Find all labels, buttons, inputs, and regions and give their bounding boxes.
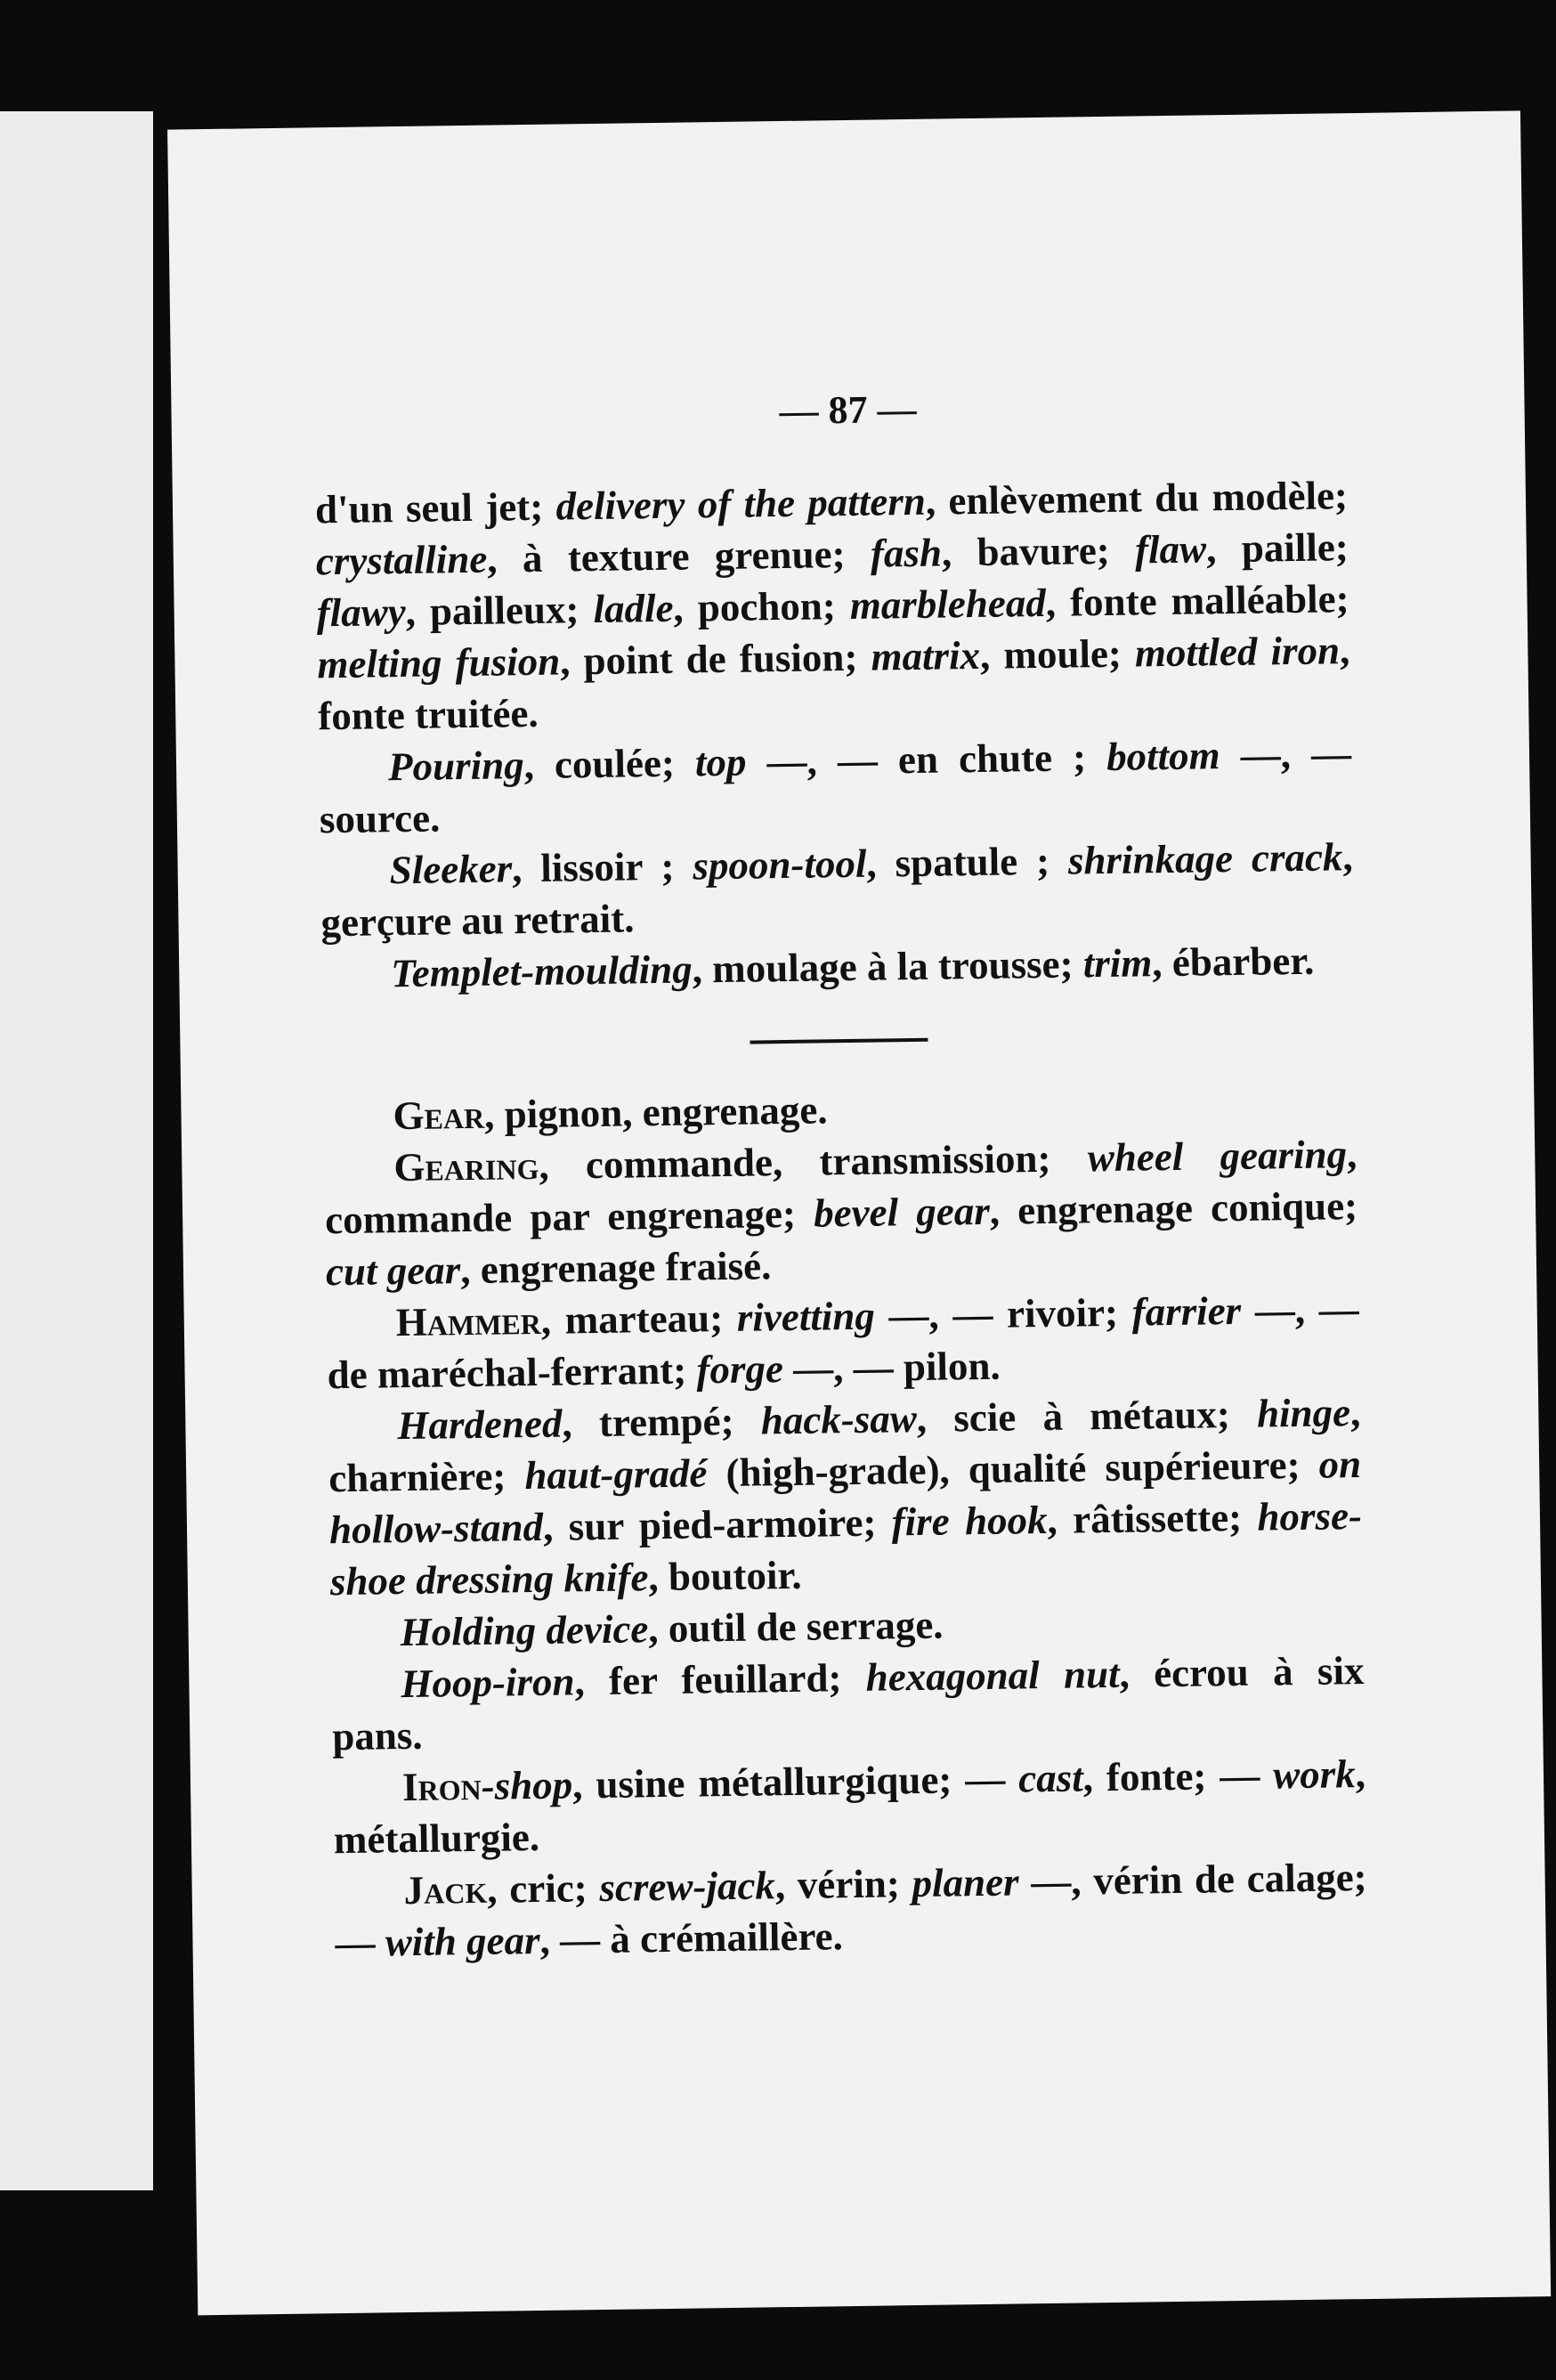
page-text bbox=[315, 469, 1368, 1969]
definition-text: , moulage à la trousse; bbox=[692, 941, 1084, 992]
glossary-entry bbox=[324, 1128, 1358, 1297]
english-term: Pouring bbox=[387, 743, 524, 790]
english-term: planer bbox=[912, 1859, 1019, 1906]
english-term: melting fusion bbox=[317, 638, 561, 687]
definition-text: —, vérin de calage; — bbox=[335, 1854, 1367, 1966]
glossary-entry bbox=[326, 1283, 1360, 1401]
glossary-entry bbox=[334, 1851, 1368, 1969]
definition-text: , pochon; bbox=[673, 582, 851, 630]
definition-text: , trempé; bbox=[562, 1398, 762, 1446]
definition-text: , engrenage fraisé. bbox=[459, 1243, 772, 1293]
english-term: rivetting bbox=[736, 1293, 876, 1340]
english-term: bevel gear bbox=[813, 1188, 991, 1236]
definition-text: , usine métallurgique; — bbox=[571, 1756, 1019, 1807]
glossary-entry bbox=[319, 727, 1353, 845]
english-term: wheel gearing bbox=[1087, 1132, 1348, 1181]
english-term: farrier bbox=[1131, 1287, 1242, 1335]
definition-text: , bavure; bbox=[941, 527, 1136, 575]
definition-text: , sur pied-armoire; bbox=[542, 1499, 893, 1549]
english-term: top bbox=[694, 739, 747, 785]
english-term: ladle bbox=[593, 585, 674, 631]
definition-text: , fonte; — bbox=[1082, 1752, 1274, 1800]
english-term: Hardened bbox=[397, 1401, 563, 1449]
definition-text: , vérin; bbox=[774, 1861, 912, 1908]
definition-text: —, — source. bbox=[319, 731, 1352, 842]
definition-text: , fonte truitée. bbox=[317, 628, 1350, 739]
english-term: horse-shoe dressing knife bbox=[329, 1493, 1363, 1604]
glossary-entry bbox=[328, 1386, 1363, 1607]
english-term: matrix bbox=[871, 632, 981, 679]
english-term: delivery of the pattern bbox=[555, 478, 927, 529]
definition-text: —, — pilon. bbox=[782, 1343, 1001, 1392]
definition-text: , fonte malléable; bbox=[1045, 576, 1349, 625]
english-term: Hoop-iron bbox=[401, 1659, 575, 1707]
definition-text: , écrou à six pans. bbox=[331, 1648, 1365, 1759]
english-term: hexagonal nut bbox=[865, 1651, 1120, 1700]
english-term: bottom bbox=[1106, 733, 1220, 779]
definition-text: , outil de serrage. bbox=[647, 1602, 944, 1652]
english-term: screw-jack bbox=[599, 1863, 776, 1911]
definition-text: , charnière; bbox=[328, 1390, 1361, 1501]
english-term: shrinkage crack bbox=[1067, 834, 1343, 883]
english-term: Sleeker bbox=[389, 846, 513, 893]
english-term: hinge bbox=[1256, 1390, 1351, 1436]
definition-text: , spatule ; bbox=[866, 838, 1069, 886]
english-term: fire hook bbox=[891, 1497, 1048, 1545]
headword: Iron bbox=[401, 1763, 482, 1810]
definition-text: , gerçure au retrait. bbox=[320, 834, 1353, 946]
english-term: -shop bbox=[481, 1762, 573, 1808]
english-term: flawy bbox=[316, 589, 406, 636]
adjacent-page-edge bbox=[0, 111, 153, 2190]
english-term: spoon-tool bbox=[693, 841, 867, 889]
english-term: cast bbox=[1017, 1755, 1084, 1801]
definition-text: , commande, transmission; bbox=[539, 1135, 1089, 1188]
english-term: fash bbox=[870, 530, 943, 576]
english-term: flaw bbox=[1134, 526, 1207, 573]
definition-text: , boutoir. bbox=[648, 1552, 802, 1600]
definition-text: , ébarber. bbox=[1151, 938, 1315, 986]
headword: Gearing bbox=[393, 1142, 539, 1190]
definition-text: , coulée; bbox=[523, 740, 696, 788]
definition-text: —, — rivoir; bbox=[874, 1289, 1132, 1338]
english-term: cut gear bbox=[325, 1247, 461, 1295]
definition-text: , pignon, engrenage. bbox=[483, 1087, 828, 1137]
definition-text: , commande par engrenage; bbox=[324, 1132, 1357, 1243]
english-term: hack-saw bbox=[760, 1396, 918, 1443]
glossary-entry bbox=[333, 1748, 1367, 1865]
definition-text: , pailleux; bbox=[405, 586, 594, 634]
english-term: trim bbox=[1082, 940, 1153, 987]
english-term: with gear bbox=[385, 1917, 540, 1965]
definition-text: , lissoir ; bbox=[511, 843, 693, 891]
english-term: on hollow-stand bbox=[328, 1442, 1362, 1553]
english-term: crystalline bbox=[315, 536, 488, 584]
definition-text: —, — de maréchal-ferrant; bbox=[327, 1287, 1360, 1398]
english-term: mottled iron bbox=[1134, 628, 1341, 676]
definition-text: , cric; bbox=[486, 1865, 600, 1912]
headword: Hammer bbox=[395, 1297, 542, 1345]
glossary-entry bbox=[331, 1645, 1366, 1762]
headword: Gear bbox=[393, 1092, 485, 1139]
glossary-entry bbox=[315, 469, 1351, 742]
headword: Jack bbox=[403, 1866, 488, 1913]
section-divider bbox=[750, 1038, 928, 1044]
definition-text: d'un seul jet; bbox=[314, 483, 556, 532]
english-term: work bbox=[1272, 1751, 1357, 1798]
english-term: haut-gradé bbox=[524, 1450, 708, 1499]
section-g-to-j-terms bbox=[323, 1076, 1368, 1969]
definition-text: , scie à métaux; bbox=[916, 1391, 1258, 1441]
definition-text: , marteau; bbox=[540, 1295, 738, 1343]
english-term: Templet-moulding bbox=[390, 946, 693, 996]
definition-text: , enlèvement du modèle; bbox=[925, 473, 1349, 524]
definition-text: , paille; bbox=[1205, 524, 1349, 572]
english-term: marblehead bbox=[849, 580, 1047, 628]
definition-text: (high-grade), qualité supérieure; bbox=[707, 1442, 1319, 1496]
page-number: — 87 — bbox=[779, 386, 917, 434]
english-term: forge bbox=[696, 1346, 784, 1393]
glossary-entry bbox=[320, 831, 1354, 948]
definition-text: , moule; bbox=[979, 630, 1136, 678]
definition-text: , engrenage conique; bbox=[989, 1183, 1358, 1233]
definition-text: , à texture grenue; bbox=[486, 531, 871, 581]
section-moulding-terms bbox=[315, 469, 1355, 1000]
english-term: Holding device bbox=[400, 1606, 649, 1655]
definition-text: , métallurgie. bbox=[333, 1751, 1366, 1863]
book-page bbox=[167, 110, 1551, 2315]
definition-text: —, — en chute ; bbox=[746, 734, 1107, 784]
definition-text: , fer feuillard; bbox=[574, 1654, 867, 1704]
definition-text: , — à crémaillère. bbox=[539, 1913, 844, 1962]
definition-text: , râtissette; bbox=[1047, 1494, 1258, 1542]
definition-text: , point de fusion; bbox=[559, 634, 871, 684]
